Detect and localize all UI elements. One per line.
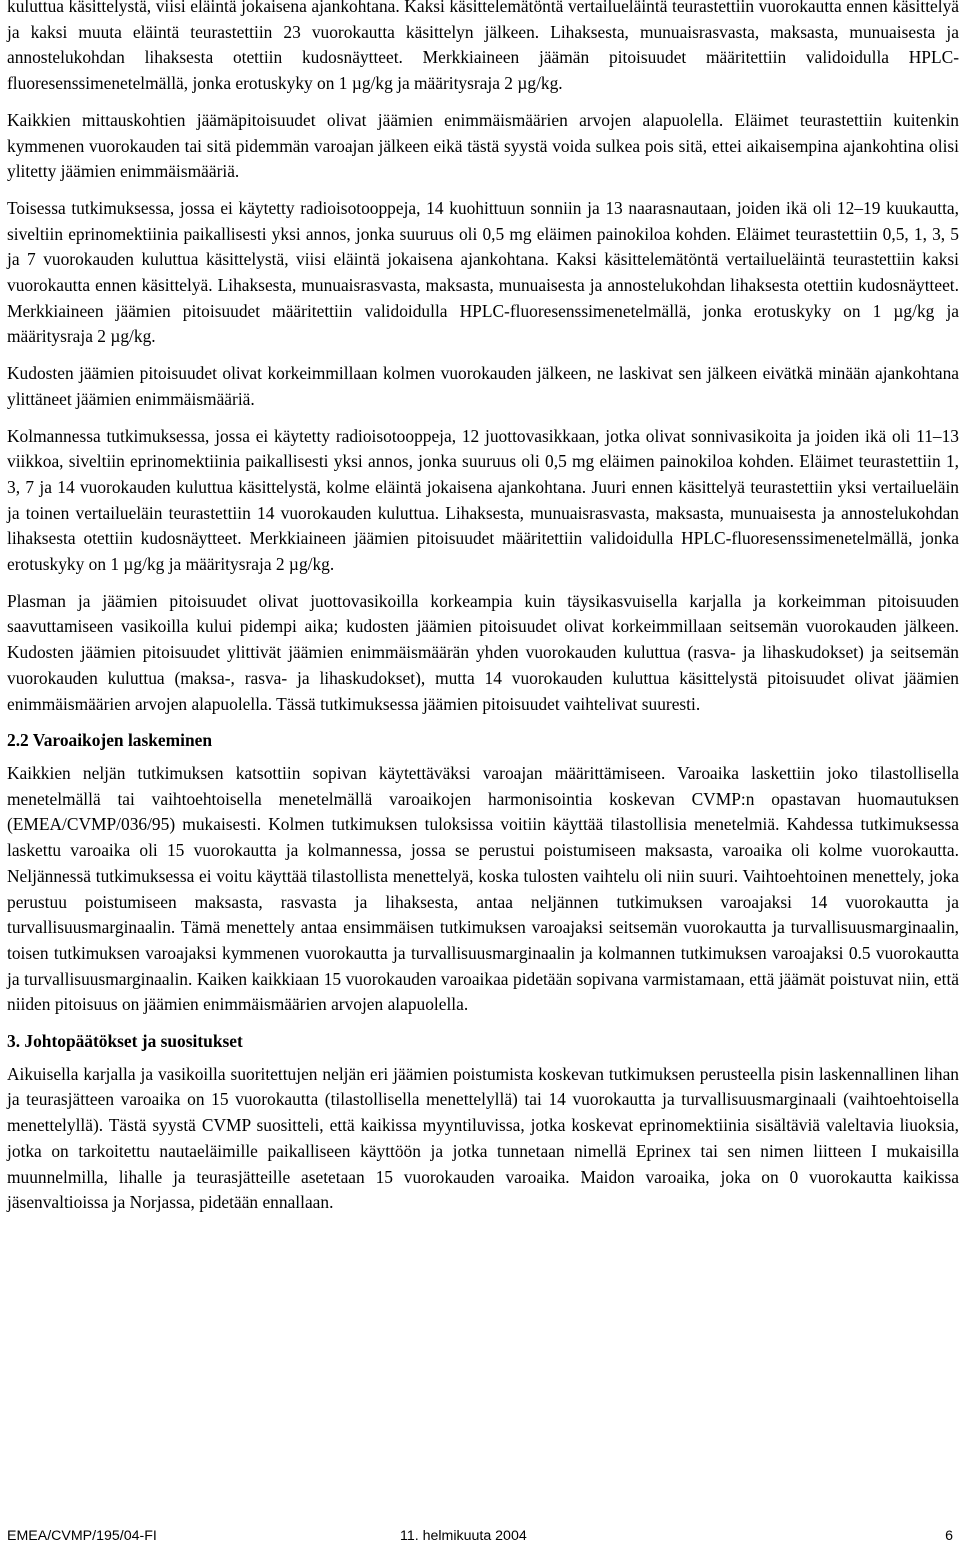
paragraph-residue-study-1-end: kuluttua käsittelystä, viisi eläintä jokaisena ajankohtana. Kaksi käsittelemätöntä vertailueläintä teurastettiin vuorokautta ennen käsittelyä ja kaksi muuta eläintä teurastettiin 23 vuorokautta käsittelyn jälkeen. Lihaksesta, munuaisrasvasta, maksasta, munuaisesta ja annostelukohdan lihaksesta otettiin kudosnäytteet. Merkkiaineen jäämän pitoisuudet määritettiin validoidulla HPLC-fluoresenssimenetelmällä, jonka erotuskyky on 1 µg/kg ja määritysraja 2 µg/kg.	[7, 0, 959, 94]
paragraph-withdrawal-periods: Kaikkien neljän tutkimuksen katsottiin sopivan käytettäväksi varoajan määrittämiseen. Varoaika laskettiin joko tilastollisella menetelmällä tai vaihtoehtoisella menetelmällä varoaikojen harmonisointia koskevan CVMP:n opastavan huomautuksen (EMEA/CVMP/036/95) mukaisesti. Kolmen tutkimuksen tuloksissa voitiin käyttää tilastollisia menetelmiä. Kahdessa tutkimuksessa laskettu varoaika oli 15 vuorokautta ja kolmannessa, jossa se perustui poistumiseen maksasta, varoaika oli kolme vuorokautta. Neljännessä tutkimuksessa ei voitu käyttää tilastollista menettelyä, koska tulosten vaihtelu oli niin suuri. Vaihtoehtoinen menettely, joka perustuu poistumiseen maksasta, rasvasta ja lihaksesta, antaa neljännen tutkimuksen varoajaksi 14 vuorokautta ja turvallisuusmarginaalin. Tämä menettely antaa ensimmäisen tutkimuksen varoajaksi seitsemän vuorokautta ja turvallisuusmarginaalin, toisen tutkimuksen varoajaksi kymmenen vuorokautta ja turvallisuusmarginaalin ja kolmannen tutkimuksen varoajaksi 0.5 vuorokautta ja turvallisuusmarginaalin. Kaiken kaikkiaan 15 vuorokauden varoaikaa pidetään sopivana varmistamaan, että jäämät poistuvat niin, että niiden pitoisuus on jäämien enimmäismäärien arvojen alapuolella.	[7, 762, 959, 1015]
section-heading-withdrawal-periods: 2.2 Varoaikojen laskeminen	[7, 730, 213, 751]
footer-document-id: EMEA/CVMP/195/04-FI	[7, 1528, 157, 1544]
footer-date: 11. helmikuuta 2004	[400, 1528, 527, 1544]
document-body	[7, 0, 959, 1227]
section-heading-conclusions: 3. Johtopäätökset ja suositukset	[7, 1031, 243, 1052]
footer-page-number: 6	[945, 1528, 953, 1544]
paragraph-residue-study-3: Kolmannessa tutkimuksessa, jossa ei käytetty radioisotooppeja, 12 juottovasikkaan, jotka olivat sonnivasikoita ja joiden ikä oli 11–13 viikkoa, siveltiin eprinomektiinia paikallisesti yksi annos, jonka suuruus oli 0,5 mg eläimen painokiloa kohden. Eläimet teurastettiin 1, 3, 7 ja 14 vuorokauden kuluttua käsittelystä, kolme eläintä jokaisena ajankohtana. Juuri ennen käsittelyä teurastettiin yksi vertailueläin ja toinen vertailueläin teurastettiin 14 vuorokauden kuluttua. Lihaksesta, munuaisrasvasta, maksasta, munuaisesta ja annostelukohdan lihaksesta otettiin kudosnäytteet. Merkkiaineen jäämien pitoisuudet määritettiin validoidulla HPLC-fluoresenssimenetelmällä, jonka erotuskyky on 1 µg/kg ja määritysraja 2 µg/kg.	[7, 425, 959, 575]
paragraph-residue-study-2-results: Kudosten jäämien pitoisuudet olivat korkeimmillaan kolmen vuorokauden jälkeen, ne laskivat sen jälkeen eivätkä minään ajankohtana ylittäneet jäämien enimmäismääriä.	[7, 363, 959, 409]
paragraph-residue-study-3-results: Plasman ja jäämien pitoisuudet olivat juottovasikoilla korkeampia kuin täysikasvuisella karjalla ja korkeimman pitoisuuden saavuttamiseen vasikoilla kului pidempi aika; kudosten jäämien pitoisuudet olivat korkeimmillaan seitsemän vuorokauden jälkeen. Kudosten jäämien pitoisuudet ylittivät jäämien enimmäismäärän yhden vuorokauden kuluttua (rasva- ja lihaskudokset) ja seitsemän vuorokauden kuluttua (maksa-, rasva- ja lihaskudokset), mutta 14 vuorokauden kuluttua käsittelystä pitoisuudet olivat jäämien enimmäismäärien arvojen alapuolella. Tässä tutkimuksessa jäämien pitoisuudet vaihtelivat suuresti.	[7, 590, 959, 714]
paragraph-residue-study-2: Toisessa tutkimuksessa, jossa ei käytetty radioisotooppeja, 14 kuohittuun sonniin ja 13 naarasnautaan, joiden ikä oli 12–19 kuukautta, siveltiin eprinomektiinia paikallisesti yksi annos, jonka suuruus oli 0,5 mg eläimen painokiloa kohden. Eläimet teurastettiin 0,5, 1, 3, 5 ja 7 vuorokauden kuluttua käsittelystä, viisi eläintä jokaisena ajankohtana. Kaksi käsittelemätöntä vertailueläintä teurastettiin kaksi vuorokautta ennen käsittelyä. Lihaksesta, munuaisrasvasta, maksasta, munuaisesta ja annostelukohdan lihaksesta otettiin kudosnäytteet. Merkkiaineen jäämien pitoisuudet määritettiin validoidulla HPLC-fluoresenssimenetelmällä, jonka erotuskyky on 1 µg/kg ja määritysraja 2 µg/kg.	[7, 197, 959, 347]
paragraph-conclusions: Aikuisella karjalla ja vasikoilla suoritettujen neljän eri jäämien poistumista koskevan tutkimuksen perusteella pisin laskennallinen lihan ja teurasjätteen varoaika on 15 vuorokautta (tilastollisella menettelyllä) tai 14 vuorokautta ja turvallisuusmarginaali (vaihtoehtoisella menettelyllä). Tästä syystä CVMP suositteli, että kaikissa myyntiluvissa, jotka koskevat eprinomektiinia sisältäviä valeltavia liuoksia, jotka on tarkoitettu nautaeläimille paikalliseen käyttöön ja jotka tunnetaan nimellä Eprinex tai sen nimen liitteen I mukaisilla muunnelmilla, lihalle ja teurasjätteille asetetaan 15 vuorokauden varoaika. Maidon varoaika, joka on 0 vuorokautta kaikissa jäsenvaltioissa ja Norjassa, pidetään ennallaan.	[7, 1063, 959, 1213]
page-footer	[7, 1526, 953, 1546]
paragraph-residue-study-1-results: Kaikkien mittauskohtien jäämäpitoisuudet olivat jäämien enimmäismäärien arvojen alapuolella. Eläimet teurastettiin kuitenkin kymmenen vuorokauden tai sitä pidemmän varoajan jälkeen eikä tästä syystä voida sulkea pois sitä, ettei aikaisempina ajankohtina olisi ylitetty jäämien enimmäismääriä.	[7, 109, 959, 182]
